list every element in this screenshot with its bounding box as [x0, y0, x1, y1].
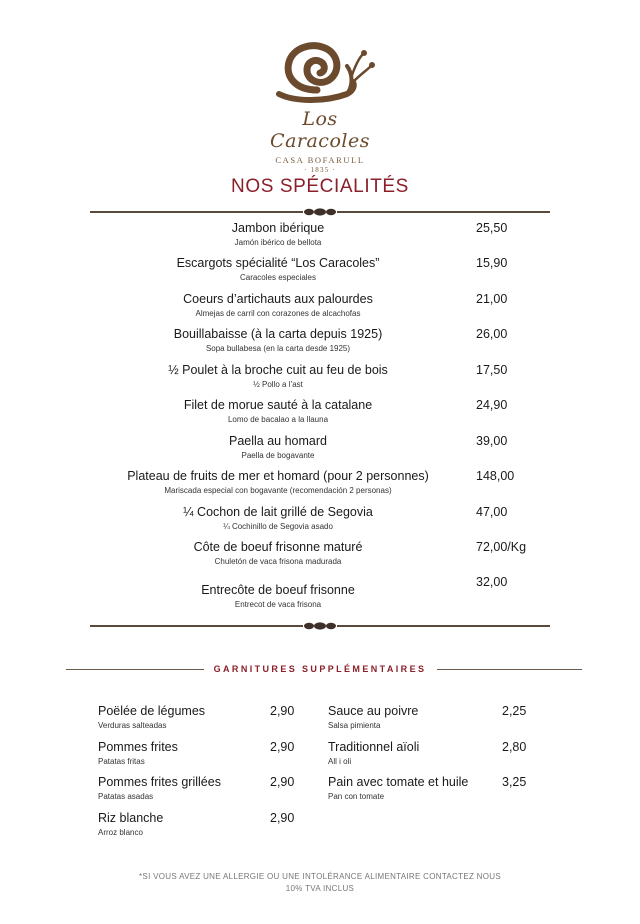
menu-item-name: Paella au homard: [229, 434, 327, 448]
ornament-icon: [303, 621, 337, 631]
garniture-subtitle: Arroz blanco: [98, 828, 143, 837]
menu-item-subtitle: Entrecot de vaca frisona: [234, 600, 322, 609]
menu-item-name: Bouillabaisse (à la carta depuis 1925): [173, 327, 383, 341]
menu-item-price: 17,50: [476, 363, 508, 377]
menu-item-subtitle: Lomo de bacalao a la llauna: [227, 415, 329, 424]
menu-item-subtitle: Mariscada especial con bogavante (recomendación 2 personas): [164, 486, 392, 495]
menu-item-name: Jambon ibérique: [231, 221, 325, 235]
garniture-item: [328, 740, 530, 766]
menu-item-price: 148,00: [476, 469, 515, 483]
garniture-item: [98, 775, 298, 801]
menu-item-price: 26,00: [476, 327, 508, 341]
garniture-subtitle: Verduras salteadas: [98, 721, 167, 730]
menu-item-price: 21,00: [476, 292, 508, 306]
garniture-price: 2,90: [270, 775, 295, 789]
logo-subtitle: CASA BOFARULL: [275, 155, 365, 165]
menu-item-name: ¼ Cochon de lait grillé de Segovia: [183, 505, 373, 519]
menu-item-name: Entrecôte de boeuf frisonne: [201, 583, 355, 597]
menu-item-name: Filet de morue sauté à la catalane: [183, 398, 373, 412]
garniture-item: [328, 704, 530, 730]
garniture-subtitle: Patatas asadas: [98, 792, 154, 801]
menu-item-price: 24,90: [476, 398, 508, 412]
menu-item-name: Escargots spécialité “Los Caracoles”: [176, 256, 380, 270]
menu-item-subtitle: Paella de bogavante: [241, 451, 315, 460]
menu-item-subtitle: Jamón ibérico de bellota: [234, 238, 322, 247]
menu-item-price: 25,50: [476, 221, 508, 235]
menu-item-subtitle: Caracoles especiales: [239, 273, 317, 282]
logo-name: Los Caracoles: [270, 108, 370, 152]
garniture-price: 2,90: [270, 811, 295, 825]
menu-item-name: ½ Poulet à la broche cuit au feu de bois: [168, 363, 388, 377]
menu-item-subtitle: ½ Pollo a l’ast: [253, 380, 303, 389]
garniture-subtitle: All i oli: [328, 757, 352, 766]
garniture-item: [98, 811, 298, 837]
menu-item-subtitle: Sopa bullabesa (en la carta desde 1925): [205, 344, 351, 353]
garniture-name: Riz blanche: [98, 811, 164, 825]
garniture-name: Sauce au poivre: [328, 704, 419, 718]
menu-item-price: 39,00: [476, 434, 508, 448]
menu-item-name: Plateau de fruits de mer et homard (pour 2 personnes): [127, 469, 429, 483]
garniture-name: Pommes frites grillées: [98, 775, 221, 789]
menu-item-price: 15,90: [476, 256, 508, 270]
ornament-icon: [303, 207, 337, 217]
garniture-subtitle: Patatas fritas: [98, 757, 145, 766]
garniture-price: 2,80: [502, 740, 527, 754]
restaurant-logo: [250, 36, 390, 174]
garniture-price: 2,25: [502, 704, 527, 718]
garniture-name: Pain avec tomate et huile: [328, 775, 469, 789]
section-title: NOS SPÉCIALITÉS: [231, 176, 409, 197]
garniture-item: [98, 704, 298, 730]
garniture-name: Poëlée de légumes: [98, 704, 206, 718]
menu-item-price: 72,00/Kg: [476, 540, 527, 554]
garniture-name: Traditionnel aïoli: [328, 740, 420, 754]
garniture-subtitle: Salsa pimienta: [328, 721, 381, 730]
garniture-name: Pommes frites: [98, 740, 178, 754]
menu-item-subtitle: Almejas de carril con corazones de alcachofas: [195, 309, 361, 318]
tax-notice: 10% TVA INCLUS: [285, 884, 355, 893]
menu-item-price: 47,00: [476, 505, 508, 519]
menu-item-name: Coeurs d’artichauts aux palourdes: [183, 292, 373, 306]
snail-icon: [265, 36, 375, 108]
garniture-item: [328, 775, 530, 801]
menu-item-subtitle: ¼ Cochinillo de Segovia asado: [223, 522, 333, 531]
garnitures-title: GARNITURES SUPPLÉMENTAIRES: [213, 664, 427, 674]
garniture-item: [98, 740, 298, 766]
allergy-notice: *SI VOUS AVEZ UNE ALLERGIE OU UNE INTOLÉRANCE ALIMENTAIRE CONTACTEZ NOUS: [139, 872, 501, 881]
garniture-subtitle: Pan con tomate: [328, 792, 385, 801]
footer-note: [0, 871, 640, 895]
garniture-price: 3,25: [502, 775, 527, 789]
menu-item-price: 32,00: [476, 575, 508, 589]
menu-item-subtitle: Chuletón de vaca frisona madurada: [214, 557, 342, 566]
garniture-price: 2,90: [270, 704, 295, 718]
menu-item-name: Côte de boeuf frisonne maturé: [193, 540, 363, 554]
garniture-price: 2,90: [270, 740, 295, 754]
bottom-divider: [90, 621, 550, 631]
top-divider: [90, 207, 550, 217]
logo-year: · 1835 ·: [304, 166, 336, 174]
